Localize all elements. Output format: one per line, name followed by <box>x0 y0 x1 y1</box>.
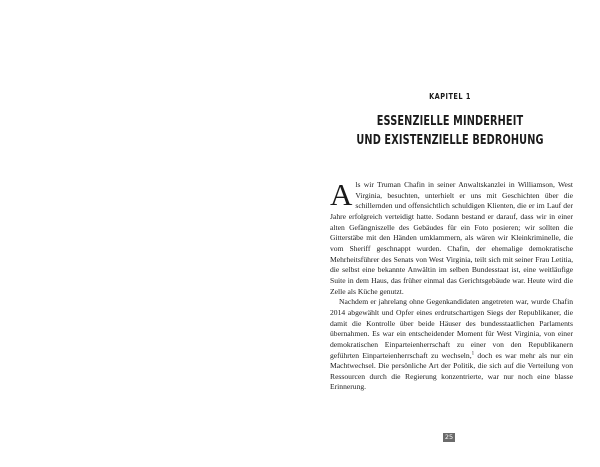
paragraph-2-text-b: doch es war mehr als nur ein Machtwechsel. Die persönliche Art der Politik, die sich auf die Verteilung von Ressourcen durch die Regierung konzentrierte, war nur noch eine blasse Erinnerung. <box>330 350 574 392</box>
paragraph-2 <box>330 297 573 393</box>
paragraph-1 <box>330 177 573 297</box>
chapter-title-line-2: UND EXISTENZIELLE BEDROHUNG <box>356 132 544 148</box>
chapter-title-line-1: ESSENZIELLE MINDERHEIT <box>376 113 524 129</box>
footnote-reference[interactable]: 1 <box>471 350 475 356</box>
chapter-title <box>342 112 558 150</box>
paragraph-1-text: ls wir Truman Chafin in seiner Anwaltskanzlei in Williamson, West Virginia, besuchten, unterhielt er uns mit Geschichten über die schillernden und offensichtlich schuldigen Klienten, die er im Lauf der Jahre erfolgreich verteidigt hatte. Sodann bestand er darauf, dass wir in einer alten Gefängniszelle des Gebäudes für ein Foto posieren; wir sollten die Gitterstäbe mit den Händen umklammern, als wären wir Kleinkriminelle, die vom Sheriff geschnappt wurden. Chafin, der ehemalige demokratische Mehrheitsführer des Senats von West Virginia, teilt sich mit seiner Frau Letitia, die selbst eine bekannte Anwältin im selben Bundesstaat ist, eine weitläufige Suite in dem Haus, das früher einmal das Gerichtsgebäude war. Heute wird die Zelle als Küche genutzt. <box>330 180 573 296</box>
chapter-label: KAPITEL 1 <box>429 92 471 101</box>
paragraph-2-text-a: Nachdem er jahrelang ohne Gegenkandidaten angetreten war, wurde Chafin 2014 abgewählt und Opfer eines erdrutschartigen Siegs der Republikaner, die damit die Kontrolle über beide Häuser des bundesstaatlichen Parlaments übernahmen. Es war ein entscheidender Moment für West Virginia, von einer demokratischen Einparteienherrschaft zu einer von den Republikanern geführten Einparteienherrschaft zu wechseln, <box>330 297 573 360</box>
page-number: 25 <box>444 433 454 441</box>
body-text <box>330 177 574 393</box>
drop-cap: A <box>330 177 353 212</box>
